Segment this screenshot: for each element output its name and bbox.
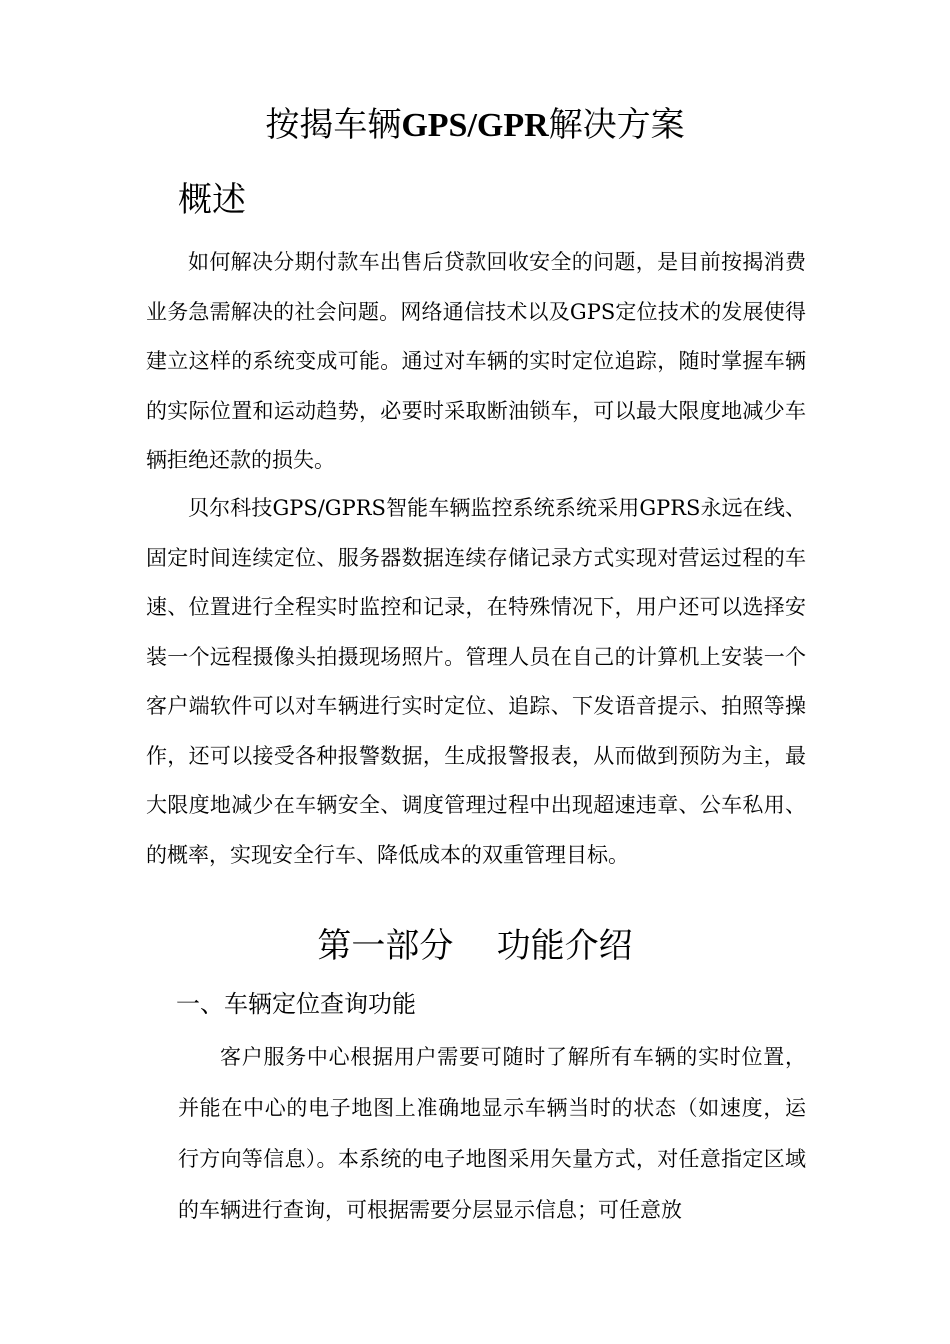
title-latin: GPS/GPR	[401, 107, 549, 144]
title-suffix: 解决方案	[548, 105, 685, 145]
vehicle-location-paragraph: 客户服务中心根据用户需要可随时了解所有车辆的实时位置，并能在中心的电子地图上准确地显示车辆当时的状态（如速度，运行方向等信息）。本系统的电子地图采用矢量方式，对任意指定区域的车辆进行查询，可根据需要分层显示信息；可任意放	[178, 1045, 806, 1222]
overview-paragraph-1: 如何解决分期付款车出售后贷款回收安全的问题，是目前按揭消费业务急需解决的社会问题。网络通信技术以及GPS定位技术的发展使得建立这样的系统变成可能。通过对车辆的实时定位追踪，随时掌握车辆的实际位置和运动趋势，必要时采取断油锁车，可以最大限度地减少车辆拒绝还款的损失。	[146, 250, 806, 472]
document-title	[0, 102, 950, 149]
part-one-heading: 第一部分 功能介绍	[317, 926, 633, 966]
overview-paragraph-2: 贝尔科技GPS/GPRS智能车辆监控系统系统采用GPRS永远在线、固定时间连续定位、服务器数据连续存储记录方式实现对营运过程的车速、位置进行全程实时监控和记录，在特殊情况下，用户还可以选择安装一个远程摄像头拍摄现场照片。管理人员在自己的计算机上安装一个客户端软件可以对车辆进行实时定位、追踪、下发语音提示、拍照等操作，还可以接受各种报警数据，生成报警报表，从而做到预防为主，最大限度地减少在车辆安全、调度管理过程中出现超速违章、公车私用、的概率，实现安全行车、降低成本的双重管理目标。	[146, 496, 806, 867]
title-prefix: 按揭车辆	[265, 105, 402, 145]
overview-heading: 概述	[178, 180, 246, 220]
section-heading-vehicle-location: 一、车辆定位查询功能	[176, 990, 416, 1018]
